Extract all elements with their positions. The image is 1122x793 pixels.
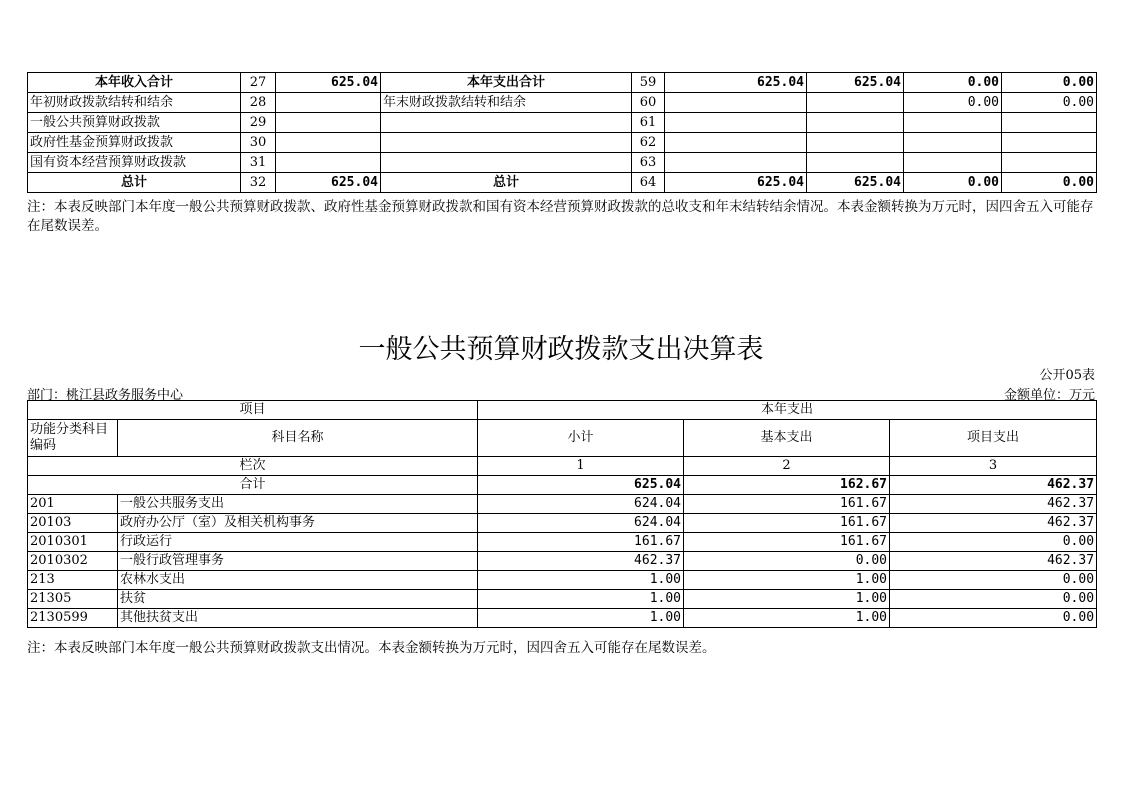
table-row <box>28 609 1097 628</box>
summary-value-3: 0.00 <box>904 73 1002 93</box>
total-item: 462.37 <box>890 476 1097 495</box>
summary-right-no: 59 <box>632 73 665 93</box>
summary-right-no: 64 <box>632 173 665 193</box>
summary-value-1 <box>665 153 807 173</box>
summary-value-2 <box>807 93 904 113</box>
header-basic: 基本支出 <box>684 420 890 457</box>
name-cell: 政府办公厅（室）及相关机构事务 <box>118 514 478 533</box>
header-project: 项目 <box>28 401 478 420</box>
expense-note: 注：本表反映部门本年度一般公共预算财政拨款支出情况。本表金额转换为万元时，因四舍五入可能存在尾数误差。 <box>27 640 716 656</box>
summary-left-amount <box>276 133 381 153</box>
summary-row <box>28 133 1097 153</box>
summary-left-label: 国有资本经营预算财政拨款 <box>28 153 241 173</box>
table-row <box>28 552 1097 571</box>
summary-value-2 <box>807 153 904 173</box>
summary-left-no: 30 <box>241 133 276 153</box>
total-subtotal: 625.04 <box>478 476 684 495</box>
summary-right-no: 63 <box>632 153 665 173</box>
item-cell: 0.00 <box>890 590 1097 609</box>
subtotal-cell: 1.00 <box>478 571 684 590</box>
summary-left-label: 年初财政拨款结转和结余 <box>28 93 241 113</box>
name-cell: 行政运行 <box>118 533 478 552</box>
summary-value-2 <box>807 113 904 133</box>
code-cell: 2130599 <box>28 609 118 628</box>
code-cell: 213 <box>28 571 118 590</box>
summary-row <box>28 113 1097 133</box>
column-number-label: 栏次 <box>28 457 478 476</box>
summary-right-no: 60 <box>632 93 665 113</box>
total-row <box>28 476 1097 495</box>
summary-row <box>28 73 1097 93</box>
summary-right-label <box>381 113 632 133</box>
summary-value-4: 0.00 <box>1002 173 1097 193</box>
subtotal-cell: 624.04 <box>478 514 684 533</box>
summary-left-label: 政府性基金预算财政拨款 <box>28 133 241 153</box>
summary-value-1: 625.04 <box>665 73 807 93</box>
summary-left-amount <box>276 93 381 113</box>
item-cell: 462.37 <box>890 514 1097 533</box>
name-cell: 一般行政管理事务 <box>118 552 478 571</box>
name-cell: 其他扶贫支出 <box>118 609 478 628</box>
summary-value-1 <box>665 93 807 113</box>
summary-value-1: 625.04 <box>665 173 807 193</box>
summary-right-label <box>381 153 632 173</box>
item-cell: 0.00 <box>890 533 1097 552</box>
summary-left-amount <box>276 113 381 133</box>
summary-right-no: 62 <box>632 133 665 153</box>
total-basic: 162.67 <box>684 476 890 495</box>
item-cell: 0.00 <box>890 609 1097 628</box>
summary-value-3 <box>904 133 1002 153</box>
basic-cell: 1.00 <box>684 590 890 609</box>
summary-note: 注：本表反映部门本年度一般公共预算财政拨款、政府性基金预算财政拨款和国有资本经营预算财政拨款的总收支和年末结转结余情况。本表金额转换为万元时，因四舍五入可能存在尾数误差。 <box>27 199 1094 234</box>
summary-left-no: 27 <box>241 73 276 93</box>
summary-left-amount <box>276 153 381 173</box>
item-cell: 462.37 <box>890 495 1097 514</box>
summary-value-3 <box>904 113 1002 133</box>
subtotal-cell: 1.00 <box>478 609 684 628</box>
col3-number: 3 <box>890 457 1097 476</box>
col2-number: 2 <box>684 457 890 476</box>
col1-number: 1 <box>478 457 684 476</box>
summary-value-3 <box>904 153 1002 173</box>
header-row-2 <box>28 420 1097 457</box>
summary-row <box>28 153 1097 173</box>
basic-cell: 0.00 <box>684 552 890 571</box>
summary-value-4 <box>1002 153 1097 173</box>
summary-left-no: 28 <box>241 93 276 113</box>
summary-row <box>28 93 1097 113</box>
summary-value-4 <box>1002 133 1097 153</box>
header-code: 功能分类科目编码 <box>28 420 118 457</box>
item-cell: 0.00 <box>890 571 1097 590</box>
name-cell: 一般公共服务支出 <box>118 495 478 514</box>
basic-cell: 161.67 <box>684 495 890 514</box>
summary-right-label: 总计 <box>381 173 632 193</box>
department-label: 部门：桃江县政务服务中心 <box>27 388 184 403</box>
summary-value-3: 0.00 <box>904 93 1002 113</box>
expense-table <box>27 400 1097 628</box>
code-cell: 20103 <box>28 514 118 533</box>
table-row <box>28 590 1097 609</box>
summary-value-4: 0.00 <box>1002 93 1097 113</box>
summary-row <box>28 173 1097 193</box>
header-row-1 <box>28 401 1097 420</box>
table-row <box>28 571 1097 590</box>
summary-table <box>27 72 1097 193</box>
code-cell: 21305 <box>28 590 118 609</box>
header-name: 科目名称 <box>118 420 478 457</box>
table-row <box>28 514 1097 533</box>
basic-cell: 161.67 <box>684 514 890 533</box>
subtotal-cell: 1.00 <box>478 590 684 609</box>
header-item: 项目支出 <box>890 420 1097 457</box>
form-number: 公开05表 <box>1039 368 1095 383</box>
item-cell: 462.37 <box>890 552 1097 571</box>
summary-left-no: 29 <box>241 113 276 133</box>
subtotal-cell: 624.04 <box>478 495 684 514</box>
summary-value-1 <box>665 113 807 133</box>
total-label: 合计 <box>28 476 478 495</box>
summary-left-amount: 625.04 <box>276 73 381 93</box>
summary-left-amount: 625.04 <box>276 173 381 193</box>
table-row <box>28 533 1097 552</box>
summary-right-no: 61 <box>632 113 665 133</box>
summary-value-4: 0.00 <box>1002 73 1097 93</box>
summary-value-1 <box>665 133 807 153</box>
summary-value-4 <box>1002 113 1097 133</box>
header-subtotal: 小计 <box>478 420 684 457</box>
table-row <box>28 495 1097 514</box>
summary-value-3: 0.00 <box>904 173 1002 193</box>
summary-right-label: 本年支出合计 <box>381 73 632 93</box>
summary-left-label: 本年收入合计 <box>28 73 241 93</box>
name-cell: 农林水支出 <box>118 571 478 590</box>
subtotal-cell: 462.37 <box>478 552 684 571</box>
summary-right-label <box>381 133 632 153</box>
summary-value-2 <box>807 133 904 153</box>
summary-left-label: 一般公共预算财政拨款 <box>28 113 241 133</box>
basic-cell: 1.00 <box>684 571 890 590</box>
summary-left-no: 31 <box>241 153 276 173</box>
header-this-year: 本年支出 <box>478 401 1097 420</box>
code-cell: 2010301 <box>28 533 118 552</box>
summary-right-label: 年末财政拨款结转和结余 <box>381 93 632 113</box>
name-cell: 扶贫 <box>118 590 478 609</box>
code-cell: 201 <box>28 495 118 514</box>
code-cell: 2010302 <box>28 552 118 571</box>
column-number-row <box>28 457 1097 476</box>
summary-value-2: 625.04 <box>807 173 904 193</box>
summary-left-no: 32 <box>241 173 276 193</box>
summary-value-2: 625.04 <box>807 73 904 93</box>
subtotal-cell: 161.67 <box>478 533 684 552</box>
summary-left-label: 总计 <box>28 173 241 193</box>
page-title: 一般公共预算财政拨款支出决算表 <box>358 334 764 365</box>
basic-cell: 161.67 <box>684 533 890 552</box>
unit-label: 金额单位：万元 <box>1003 388 1095 403</box>
basic-cell: 1.00 <box>684 609 890 628</box>
